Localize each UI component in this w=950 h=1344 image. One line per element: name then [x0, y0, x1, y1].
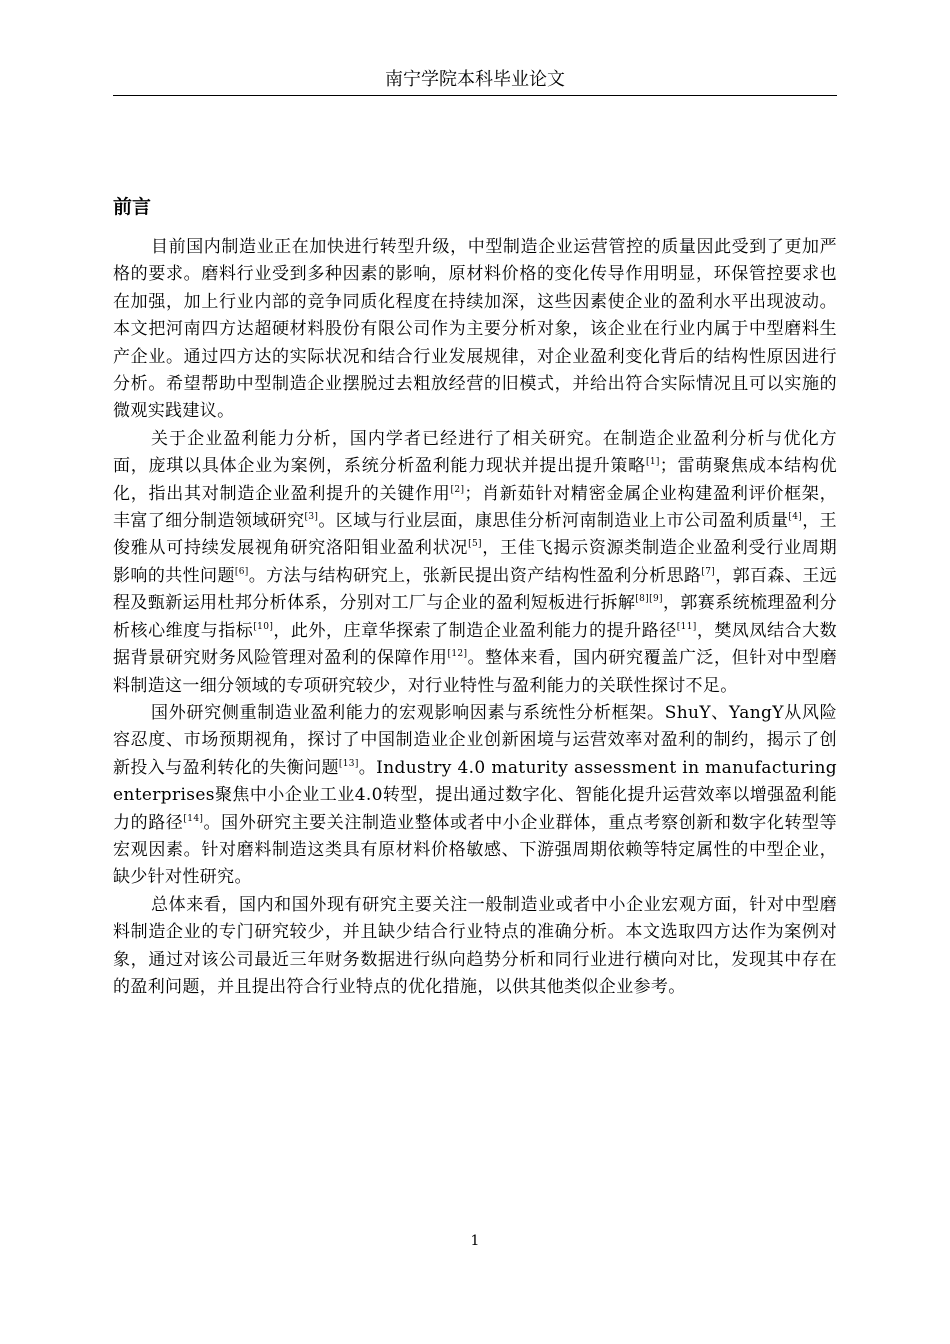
- body-text: [113, 234, 837, 1001]
- text-run: ，郭百森、王远程及甄新运用杜邦分析体系，分别对工厂与企业的盈利短板进行拆解: [113, 565, 837, 614]
- text-run: ，郭赛系统梳理盈利分析核心维度与指标: [113, 593, 837, 641]
- paragraph-4: 总体来看，国内和国外现有研究主要关注一般制造业或者中小企业宏观方面，针对中型磨料制造企业的专门研究较少，并且缺少结合行业特点的准确分析。本文选取四方达作为案例对象，通过对该公司最近三年财务数据进行纵向趋势分析和同行业进行横向对比，发现其中存在的盈利问题，并且提出符合行业特点的优化措施，以供其他类似企业参考。: [113, 894, 837, 997]
- paragraph-1: 目前国内制造业正在加快进行转型升级，中型制造企业运营管控的质量因此受到了更加严格的要求。磨料行业受到多种因素的影响，原材料价格的变化传导作用明显，环保管控要求也在加强，加上行业内部的竞争同质化程度在持续加深，这些因素使企业的盈利水平出现波动。本文把河南四方达超硬材料股份有限公司作为主要分析对象，该企业在行业内属于中型磨料生产企业。通过四方达的实际状况和结合行业发展规律，对企业盈利变化背后的结构性原因进行分析。希望帮助中型制造企业摆脱过去粗放经营的旧模式，并给出符合实际情况且可以实施的微观实践建议。: [113, 237, 837, 422]
- text-run: 。国外研究主要关注制造业整体或者中小企业群体，重点考察创新和数字化转型等宏观因素。针对磨料制造这类具有原材料价格敏感、下游强周期依赖等特定属性的中型企业，缺少针对性研究。: [113, 812, 837, 888]
- header-rule: [113, 95, 837, 96]
- text-run: ，王佳飞揭示资源类制造企业盈利受行业周期影响的共性问题: [113, 538, 837, 586]
- citation-6: [6]: [234, 566, 249, 577]
- citation-1: [1]: [645, 457, 660, 468]
- page-number: 1: [470, 1233, 480, 1249]
- text-run: ，樊凤凤结合大数据背景研究财务风险管理对盈利的保障作用: [113, 620, 837, 669]
- section-title: 前言: [113, 196, 152, 218]
- running-header: 南宁学院本科毕业论文: [385, 69, 565, 90]
- text-run: 国外研究侧重制造业盈利能力的宏观影响因素与系统性分析框架。ShuY、YangY从风险容忍度、市场预期视角，探讨了中国制造业企业创新困境与运营效率对盈利的制约，揭示了创新投入与盈利转化的失衡问题: [113, 702, 837, 778]
- text-run: 。方法与结构研究上，张新民提出资产结构性盈利分析思路: [248, 565, 702, 586]
- text-run: ，王俊雅从可持续发展视角研究洛阳钼业盈利状况: [113, 511, 837, 559]
- citation-3: [3]: [304, 512, 319, 523]
- citation-7: [7]: [701, 566, 716, 577]
- citation-14: [14]: [183, 813, 204, 824]
- paragraph-3: [113, 700, 837, 892]
- citation-9: [9]: [649, 594, 663, 605]
- citation-10: [10]: [253, 621, 274, 632]
- text-run: ，此外，庄章华探索了制造企业盈利能力的提升路径: [273, 620, 677, 641]
- text-run: 。Industry 4.0 maturity assessment in manufacturing enterprises聚焦中小企业工业4.0转型，提出通过数字化、智能化提升运营效率以增强盈利能力的路径: [113, 757, 837, 833]
- citation-12: [12]: [447, 649, 468, 660]
- text-run: 。整体来看，国内研究覆盖广泛，但针对中型磨料制造这一细分领域的专项研究较少，对行业特性与盈利能力的关联性探讨不足。: [113, 648, 837, 696]
- citation-11: [11]: [676, 621, 697, 632]
- citation-13: [13]: [338, 758, 359, 769]
- citation-5: [5]: [468, 539, 482, 550]
- text-run: 。区域与行业层面，康思佳分析河南制造业上市公司盈利质量: [318, 511, 789, 532]
- citation-2: [2]: [450, 484, 465, 495]
- text-run: 关于企业盈利能力分析，国内学者已经进行了相关研究。在制造企业盈利分析与优化方面，庞琪以具体企业为案例，系统分析盈利能力现状并提出提升策略: [113, 428, 837, 477]
- paragraph-2: [113, 426, 837, 700]
- citation-4: [4]: [788, 512, 803, 523]
- citation-8: [8]: [635, 594, 650, 605]
- text-run: ；肖新茹针对精密金属企业构建盈利评价框架，丰富了细分制造领域研究: [113, 483, 837, 532]
- text-run: ；雷萌聚焦成本结构优化，指出其对制造企业盈利提升的关键作用: [113, 456, 838, 504]
